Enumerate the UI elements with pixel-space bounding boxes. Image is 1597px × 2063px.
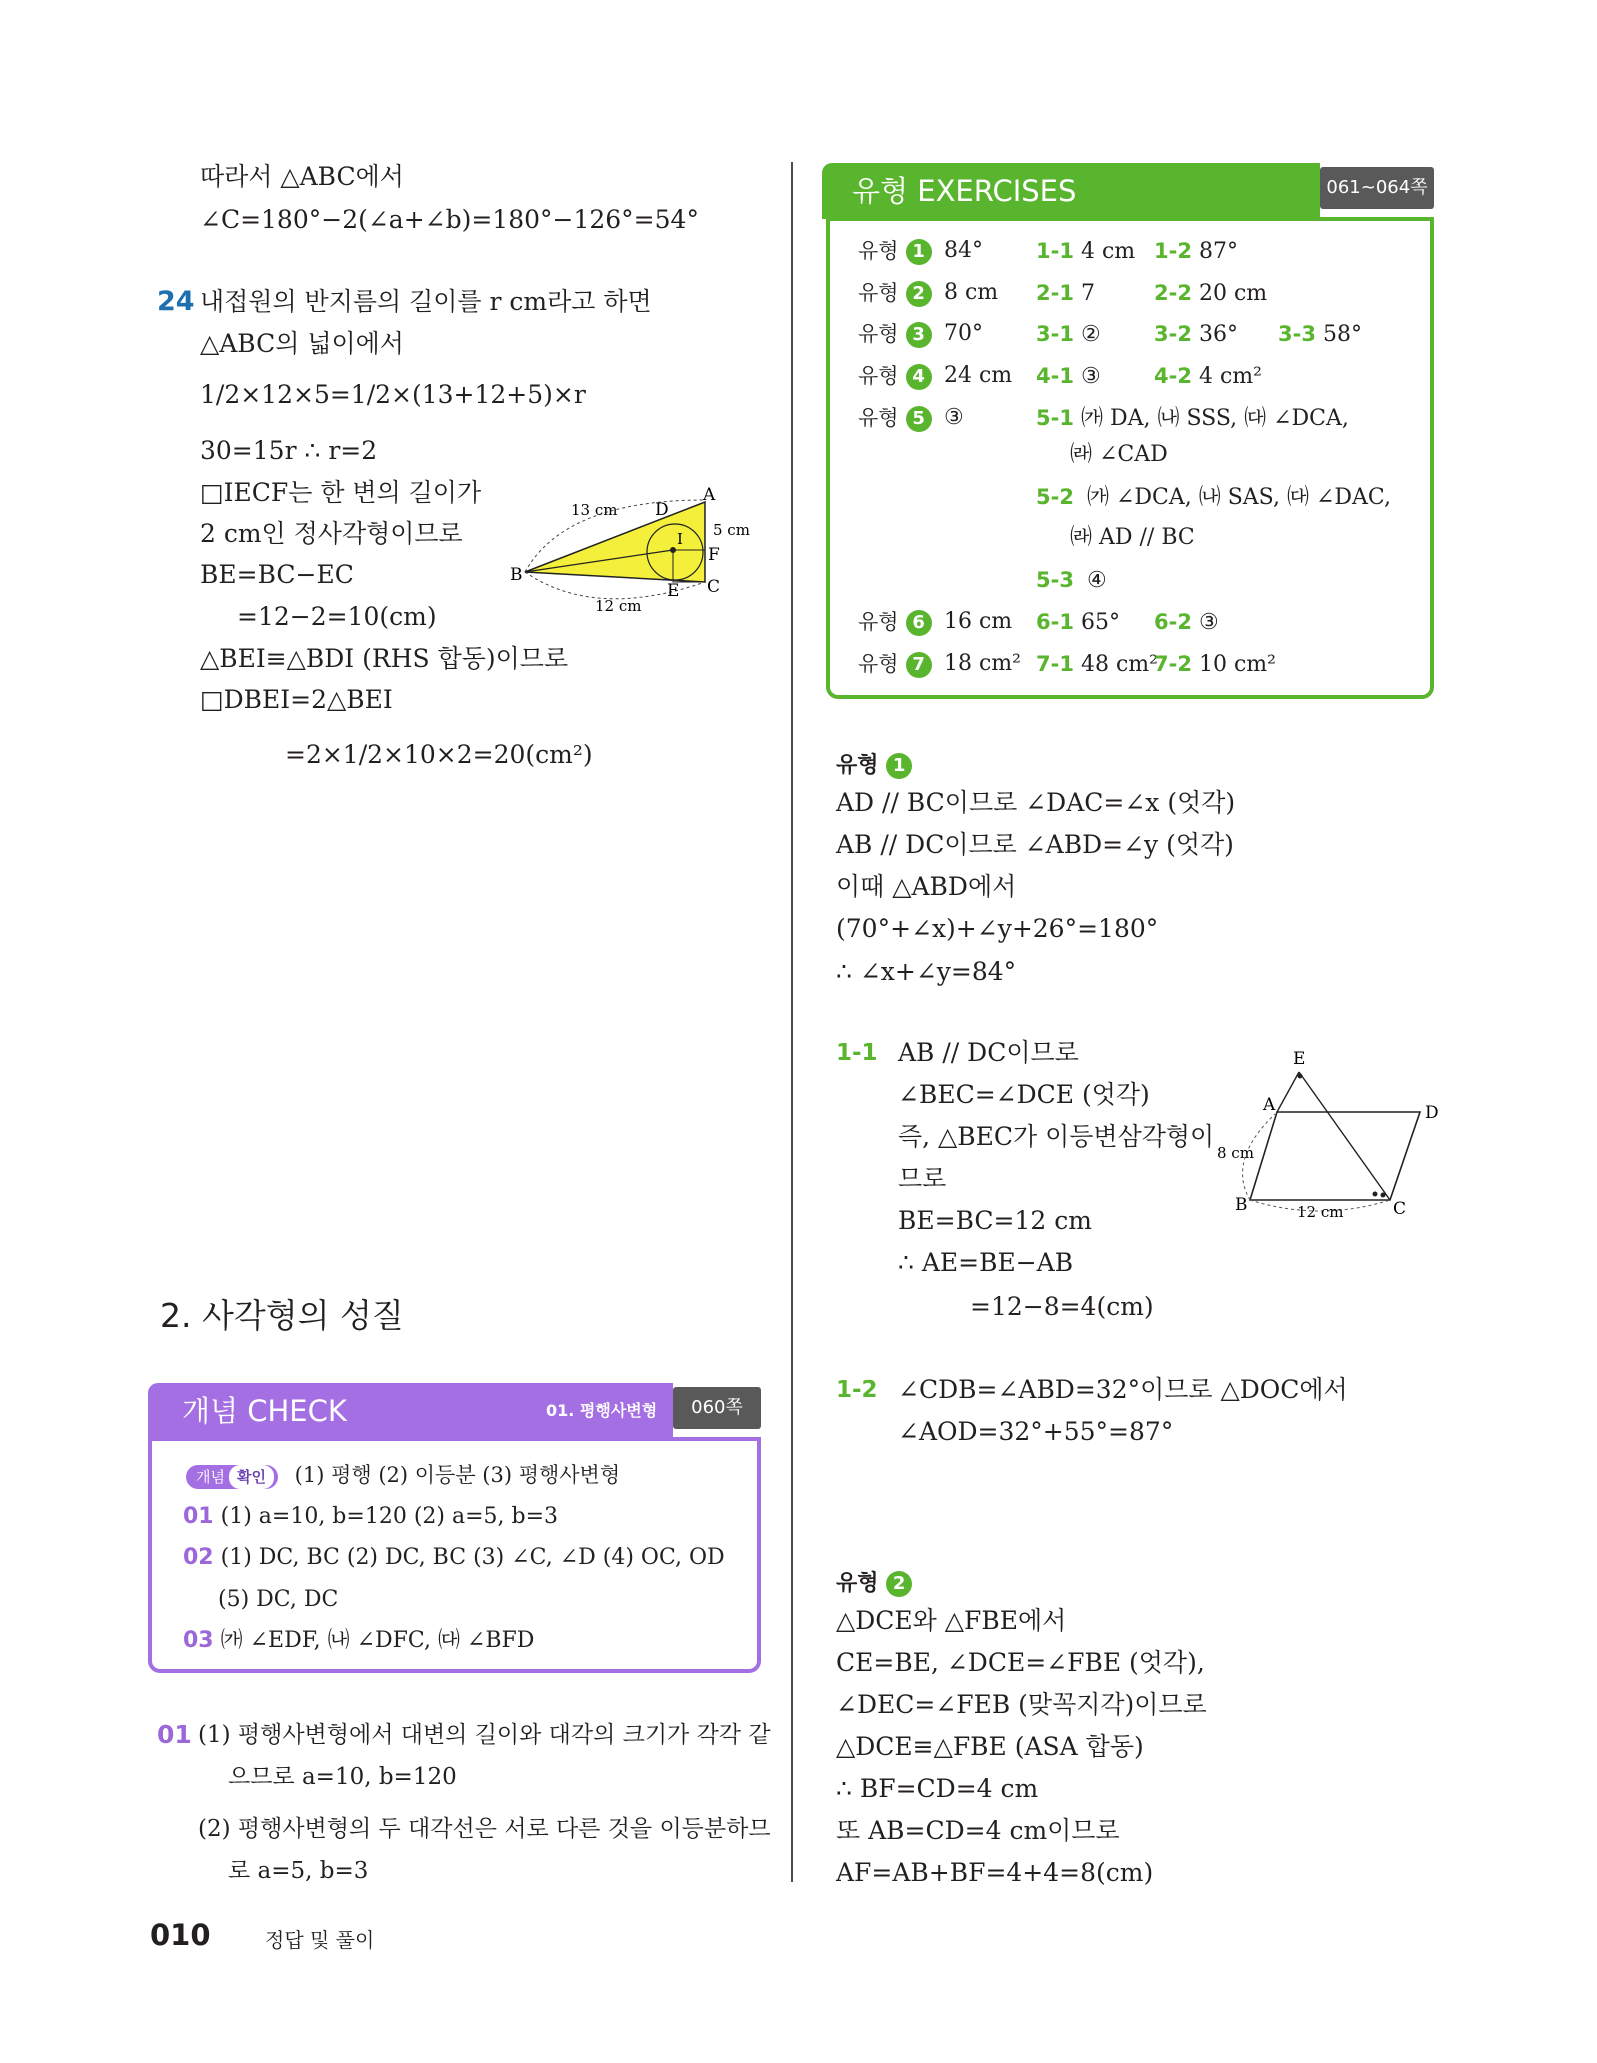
q24-line: =2×1/2×10×2=20(cm²) xyxy=(285,740,593,769)
fig2-label-e: E xyxy=(1293,1049,1306,1069)
q24-line: □IECF는 한 변의 길이가 xyxy=(200,478,482,507)
fig2-label-12cm: 12 cm xyxy=(1297,1203,1344,1221)
concept-page-tag: 060쪽 xyxy=(673,1387,761,1429)
yuhyung-1-heading: 유형 1 xyxy=(836,748,912,779)
y1-line: (70°+∠x)+∠y+26°=180° xyxy=(836,914,1159,943)
concept-check-header xyxy=(148,1383,673,1439)
type-badge: 1 xyxy=(906,239,932,265)
yuhyung-2-heading: 유형 2 xyxy=(836,1566,912,1597)
concept-confirm-text: (1) 평행 (2) 이등분 (3) 평행사변형 xyxy=(294,1463,621,1487)
problem-1-1-number: 1-1 xyxy=(836,1040,878,1066)
question-number-24: 24 xyxy=(157,286,195,317)
y1-line: AB // DC이므로 ∠ABD=∠y (엇각) xyxy=(836,830,1234,859)
problem-1-2-number: 1-2 xyxy=(836,1377,878,1403)
y1-line: 이때 △ABD에서 xyxy=(836,872,1017,901)
triangle-incircle-figure xyxy=(505,480,765,620)
p11-line: 즉, △BEC가 이등변삼각형이 xyxy=(898,1122,1215,1151)
type-badge: 4 xyxy=(906,364,932,390)
p11-line: 므로 xyxy=(898,1164,947,1193)
fig1-label-c: C xyxy=(707,577,721,597)
type-badge: 5 xyxy=(906,406,932,432)
type-badge: 2 xyxy=(906,281,932,307)
p11-line: ∠BEC=∠DCE (엇각) xyxy=(898,1080,1150,1109)
exercises-page-tag: 061~064쪽 xyxy=(1320,167,1434,209)
y1-line: ∴ ∠x+∠y=84° xyxy=(836,957,1017,986)
ex-5-3: 5-3 ④ xyxy=(1036,568,1107,593)
answer-01-line: (1) 평행사변형에서 대변의 길이와 대각의 크기가 각각 같 xyxy=(198,1722,771,1748)
y2-line: AF=AB+BF=4+4=8(cm) xyxy=(836,1858,1154,1887)
fig1-label-12cm: 12 cm xyxy=(595,597,642,615)
concept-line-02b: (5) DC, DC xyxy=(218,1587,339,1612)
y2-line: ∠DEC=∠FEB (맞꼭지각)이므로 xyxy=(836,1690,1207,1719)
fig1-label-d: D xyxy=(655,500,669,520)
intro-line-1: 따라서 △ABC에서 xyxy=(200,162,404,191)
fig1-label-13cm: 13 cm xyxy=(571,501,618,519)
exercise-row: 유형 5 ③ 5-1 ㈎ DA, ㈏ SSS, ㈐ ∠DCA, xyxy=(858,405,1349,431)
y2-line: 또 AB=CD=4 cm이므로 xyxy=(836,1816,1120,1845)
fig1-label-a: A xyxy=(703,485,716,505)
exercises-header: 유형 EXERCISES xyxy=(822,163,1320,219)
parallelogram-figure xyxy=(1215,1040,1445,1230)
type-badge: 7 xyxy=(906,652,932,678)
exercise-row: 유형 7 18 cm² 7-1 48 cm² 7-2 10 cm² xyxy=(858,651,1276,677)
y2-line: CE=BE, ∠DCE=∠FBE (엇각), xyxy=(836,1648,1205,1677)
p12-line: ∠CDB=∠ABD=32°이므로 △DOC에서 xyxy=(898,1375,1348,1404)
exercise-row: 유형 1 84° 1-1 4 cm 1-2 87° xyxy=(858,238,1238,264)
q24-line: BE=BC−EC xyxy=(200,560,354,589)
answer-01-line: 으므로 a=10, b=120 xyxy=(228,1764,457,1790)
y1-line: AD // BC이므로 ∠DAC=∠x (엇각) xyxy=(836,788,1236,817)
p11-line: =12−8=4(cm) xyxy=(970,1292,1154,1321)
concept-check-title: 개념 CHECK xyxy=(182,1394,347,1428)
fig2-label-d: D xyxy=(1425,1103,1439,1123)
column-divider xyxy=(791,162,793,1882)
fig2-label-8cm: 8 cm xyxy=(1217,1144,1254,1162)
q24-line: △ABC의 넓이에서 xyxy=(200,329,404,358)
q24-line: 2 cm인 정사각형이므로 xyxy=(200,519,463,548)
fig2-label-a: A xyxy=(1263,1095,1276,1115)
p11-line: BE=BC=12 cm xyxy=(898,1206,1092,1235)
fig1-label-f: F xyxy=(708,545,720,565)
concept-confirm-row xyxy=(186,1458,620,1492)
concept-line-01: 01 (1) a=10, b=120 (2) a=5, b=3 xyxy=(183,1504,559,1529)
fig1-label-e: E xyxy=(667,581,680,601)
q24-line: 내접원의 반지름의 길이를 r cm라고 하면 xyxy=(200,287,652,316)
section-title: 2. 사각형의 성질 xyxy=(160,1296,404,1335)
answer-01-number: 01 xyxy=(157,1720,192,1749)
p11-line: ∴ AE=BE−AB xyxy=(898,1248,1074,1277)
type-badge: 3 xyxy=(906,322,932,348)
answer-01-line: 로 a=5, b=3 xyxy=(228,1858,369,1884)
footer-title: 정답 및 풀이 xyxy=(265,1928,375,1952)
q24-line: 30=15r ∴ r=2 xyxy=(200,436,378,465)
fig1-label-5cm: 5 cm xyxy=(713,521,750,539)
y2-line: △DCE와 △FBE에서 xyxy=(836,1606,1067,1635)
intro-line-2: ∠C=180°−2(∠a+∠b)=180°−126°=54° xyxy=(200,205,699,234)
ex-5-2-cont: ㈑ AD // BC xyxy=(1070,525,1195,550)
ex-5-1-cont: ㈑ ∠CAD xyxy=(1070,442,1168,467)
p12-line: ∠AOD=32°+55°=87° xyxy=(898,1417,1174,1446)
ex-5-2: 5-2 ㈎ ∠DCA, ㈏ SAS, ㈐ ∠DAC, xyxy=(1036,485,1391,510)
exercise-row: 유형 2 8 cm 2-1 7 2-2 20 cm xyxy=(858,280,1268,306)
fig2-label-c: C xyxy=(1393,1199,1407,1219)
q24-line: △BEI≡△BDI (RHS 합동)이므로 xyxy=(200,644,569,673)
concept-check-subtitle: 01. 평행사변형 xyxy=(546,1401,658,1420)
p11-line: AB // DC이므로 xyxy=(898,1038,1079,1067)
answer-01-line: (2) 평행사변형의 두 대각선은 서로 다른 것을 이등분하므 xyxy=(198,1816,771,1842)
fig2-label-b: B xyxy=(1235,1195,1248,1215)
concept-pill: 개념 확인 xyxy=(186,1465,278,1489)
exercise-row: 유형 6 16 cm 6-1 65° 6-2 ③ xyxy=(858,609,1219,635)
q24-line: 1/2×12×5=1/2×(13+12+5)×r xyxy=(200,380,586,409)
y2-line: △DCE≡△FBE (ASA 합동) xyxy=(836,1732,1144,1761)
fig1-label-i: I xyxy=(677,530,683,548)
type-badge: 6 xyxy=(906,610,932,636)
concept-line-02: 02 (1) DC, BC (2) DC, BC (3) ∠C, ∠D (4) OC, OD xyxy=(183,1545,725,1570)
q24-line: □DBEI=2△BEI xyxy=(200,685,393,714)
page-number: 010 xyxy=(150,1918,211,1952)
exercise-row: 유형 4 24 cm 4-1 ③ 4-2 4 cm² xyxy=(858,363,1262,389)
q24-line: =12−2=10(cm) xyxy=(237,602,437,631)
y2-line: ∴ BF=CD=4 cm xyxy=(836,1774,1039,1803)
exercise-row: 유형 3 70° 3-1 ② 3-2 36° 3-3 58° xyxy=(858,321,1362,347)
concept-line-03: 03 ㈎ ∠EDF, ㈏ ∠DFC, ㈐ ∠BFD xyxy=(183,1628,535,1653)
fig1-label-b: B xyxy=(510,565,523,585)
